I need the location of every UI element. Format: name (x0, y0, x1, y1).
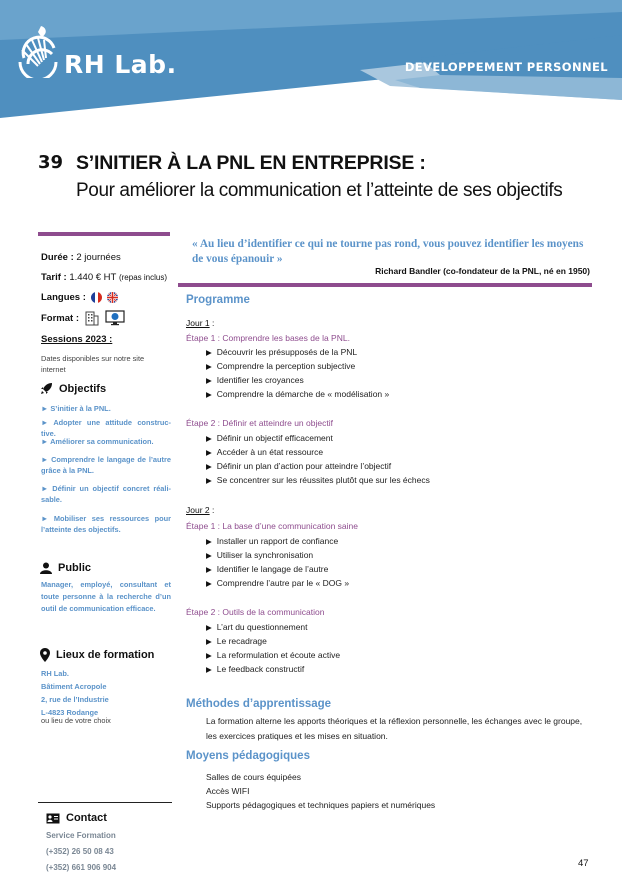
public-text: Manager, employé, consultant et toute personne à la recherche d’un outil de communication efficace. (41, 580, 171, 613)
programme-bullet: ▶ L’art du questionnement (206, 622, 308, 632)
contact-card-icon (46, 813, 60, 824)
programme-bullet: ▶ Identifier le langage de l’autre (206, 564, 328, 574)
sessions-text-2: internet (41, 365, 66, 374)
person-icon (40, 562, 52, 574)
means-item: Supports pédagogiques et techniques papiers et numériques (206, 800, 436, 810)
programme-bullet: ▶ Accéder à un état ressource (206, 447, 323, 457)
format-row (41, 310, 125, 326)
public-title: Public (58, 562, 92, 574)
day2-label: Jour 2 : (186, 505, 215, 515)
header-category: DEVELOPPEMENT PERSONNEL (404, 60, 608, 74)
logo-text: RH Lab. (64, 50, 177, 79)
location-note: ou lieu de votre choix (41, 716, 111, 725)
objective-item: ► Adopter une attitude construc-tive. (41, 418, 171, 438)
programme-bullet: ▶ Découvrir les présupposés de la PNL (206, 347, 357, 357)
page-number: 47 (578, 858, 589, 869)
location-line: L-4823 Rodange (41, 708, 99, 717)
location-heading (40, 648, 154, 662)
course-number: 39 (38, 152, 64, 173)
location-line: 2, rue de l’Industrie (41, 695, 109, 704)
contact-title: Contact (66, 812, 107, 824)
public-heading (40, 562, 91, 574)
languages-label: Langues : (41, 292, 86, 303)
location-title: Lieux de formation (56, 649, 155, 661)
price-row (41, 272, 167, 283)
day1-step2-title: Étape 2 : Définir et atteindre un objectif (186, 418, 333, 428)
course-subtitle: Pour améliorer la communication et l’atteinte de ses objectifs (76, 180, 563, 201)
programme-bullet: ▶ Identifier les croyances (206, 375, 304, 385)
sessions-label: Sessions 2023 : (41, 334, 113, 345)
programme-bullet: ▶ Définir un objectif efficacement (206, 433, 333, 443)
duration-value: 2 journées (76, 252, 121, 263)
objective-item: ► S’initier à la PNL. (41, 404, 111, 413)
location-line: RH Lab. (41, 669, 69, 678)
sessions-text-1: Dates disponibles sur notre site (41, 354, 145, 363)
main-top-divider (178, 283, 592, 287)
programme-bullet: ▶ Installer un rapport de confiance (206, 536, 338, 546)
programme-bullet: ▶ Comprendre l’autre par le « DOG » (206, 578, 349, 588)
programme-bullet: ▶ La reformulation et écoute active (206, 650, 340, 660)
day1-step1-title: Étape 1 : Comprendre les bases de la PNL. (186, 333, 350, 343)
contact-divider (38, 802, 172, 803)
day1-label: Jour 1 : (186, 318, 215, 328)
day2-step2-title: Étape 2 : Outils de la communication (186, 607, 325, 617)
programme-bullet: ▶ Utiliser la synchronisation (206, 550, 313, 560)
duration-row (41, 252, 121, 263)
location-pin-icon (40, 648, 50, 662)
means-title: Moyens pédagogiques (186, 750, 310, 762)
means-item: Accès WIFI (206, 786, 250, 796)
day2-step1-title: Étape 1 : La base d’une communication saine (186, 521, 359, 531)
quote: « Au lieu d’identifier ce qui ne tourne pas rond, vous pouvez identifier les moyens de vous épanouir » (192, 238, 584, 265)
contact-heading (46, 812, 107, 824)
methods-text: La formation alterne les apports théoriques et la réflexion personnelle, les échanges avec le groupe, les exercices pratiques et les mises en situation. (206, 716, 583, 741)
contact-line: Service Formation (46, 831, 116, 840)
rh-lab-logo-icon (18, 24, 60, 78)
header-banner (0, 0, 622, 118)
objective-item: ► Comprendre le langage de l’autre grâce à la PNL. (41, 455, 171, 475)
location-line: Bâtiment Acropole (41, 682, 107, 691)
rocket-icon (40, 382, 53, 395)
programme-bullet: ▶ Se concentrer sur les réussites plutôt que sur les échecs (206, 475, 430, 485)
objective-item: ► Mobiliser ses ressources pour l’atteinte des objectifs. (41, 514, 171, 534)
languages-row (41, 292, 118, 303)
building-icon (84, 310, 100, 326)
objectives-title: Objectifs (59, 382, 107, 395)
means-item: Salles de cours équipées (206, 772, 301, 782)
format-label: Format : (41, 312, 79, 324)
programme-bullet: ▶ Définir un plan d’action pour atteindre l’objectif (206, 461, 391, 471)
price-value: 1.440 € HT (69, 272, 117, 283)
quote-author: Richard Bandler (co-fondateur de la PNL, né en 1950) (375, 266, 590, 276)
programme-title: Programme (186, 294, 250, 306)
monitor-icon (105, 310, 125, 326)
methods-title: Méthodes d’apprentissage (186, 698, 332, 710)
objective-item: ► Définir un objectif concret réali-sable. (41, 484, 171, 504)
contact-phone: (+352) 26 50 08 43 (46, 847, 114, 856)
duration-label: Durée : (41, 252, 74, 263)
programme-bullet: ▶ Le recadrage (206, 636, 267, 646)
programme-bullet: ▶ Le feedback constructif (206, 664, 304, 674)
uk-flag-icon (107, 292, 118, 303)
objective-item: ► Améliorer sa communication. (41, 437, 154, 446)
france-flag-icon (91, 292, 102, 303)
sidebar-top-divider (38, 232, 170, 236)
contact-phone: (+352) 661 906 904 (46, 863, 117, 872)
programme-bullet: ▶ Comprendre la démarche de « modélisation » (206, 389, 389, 399)
price-label: Tarif : (41, 272, 67, 283)
course-title: S’INITIER À LA PNL EN ENTREPRISE : (76, 152, 426, 174)
programme-bullet: ▶ Comprendre la perception subjective (206, 361, 355, 371)
price-note: (repas inclus) (118, 273, 167, 282)
objectives-heading (40, 382, 106, 395)
